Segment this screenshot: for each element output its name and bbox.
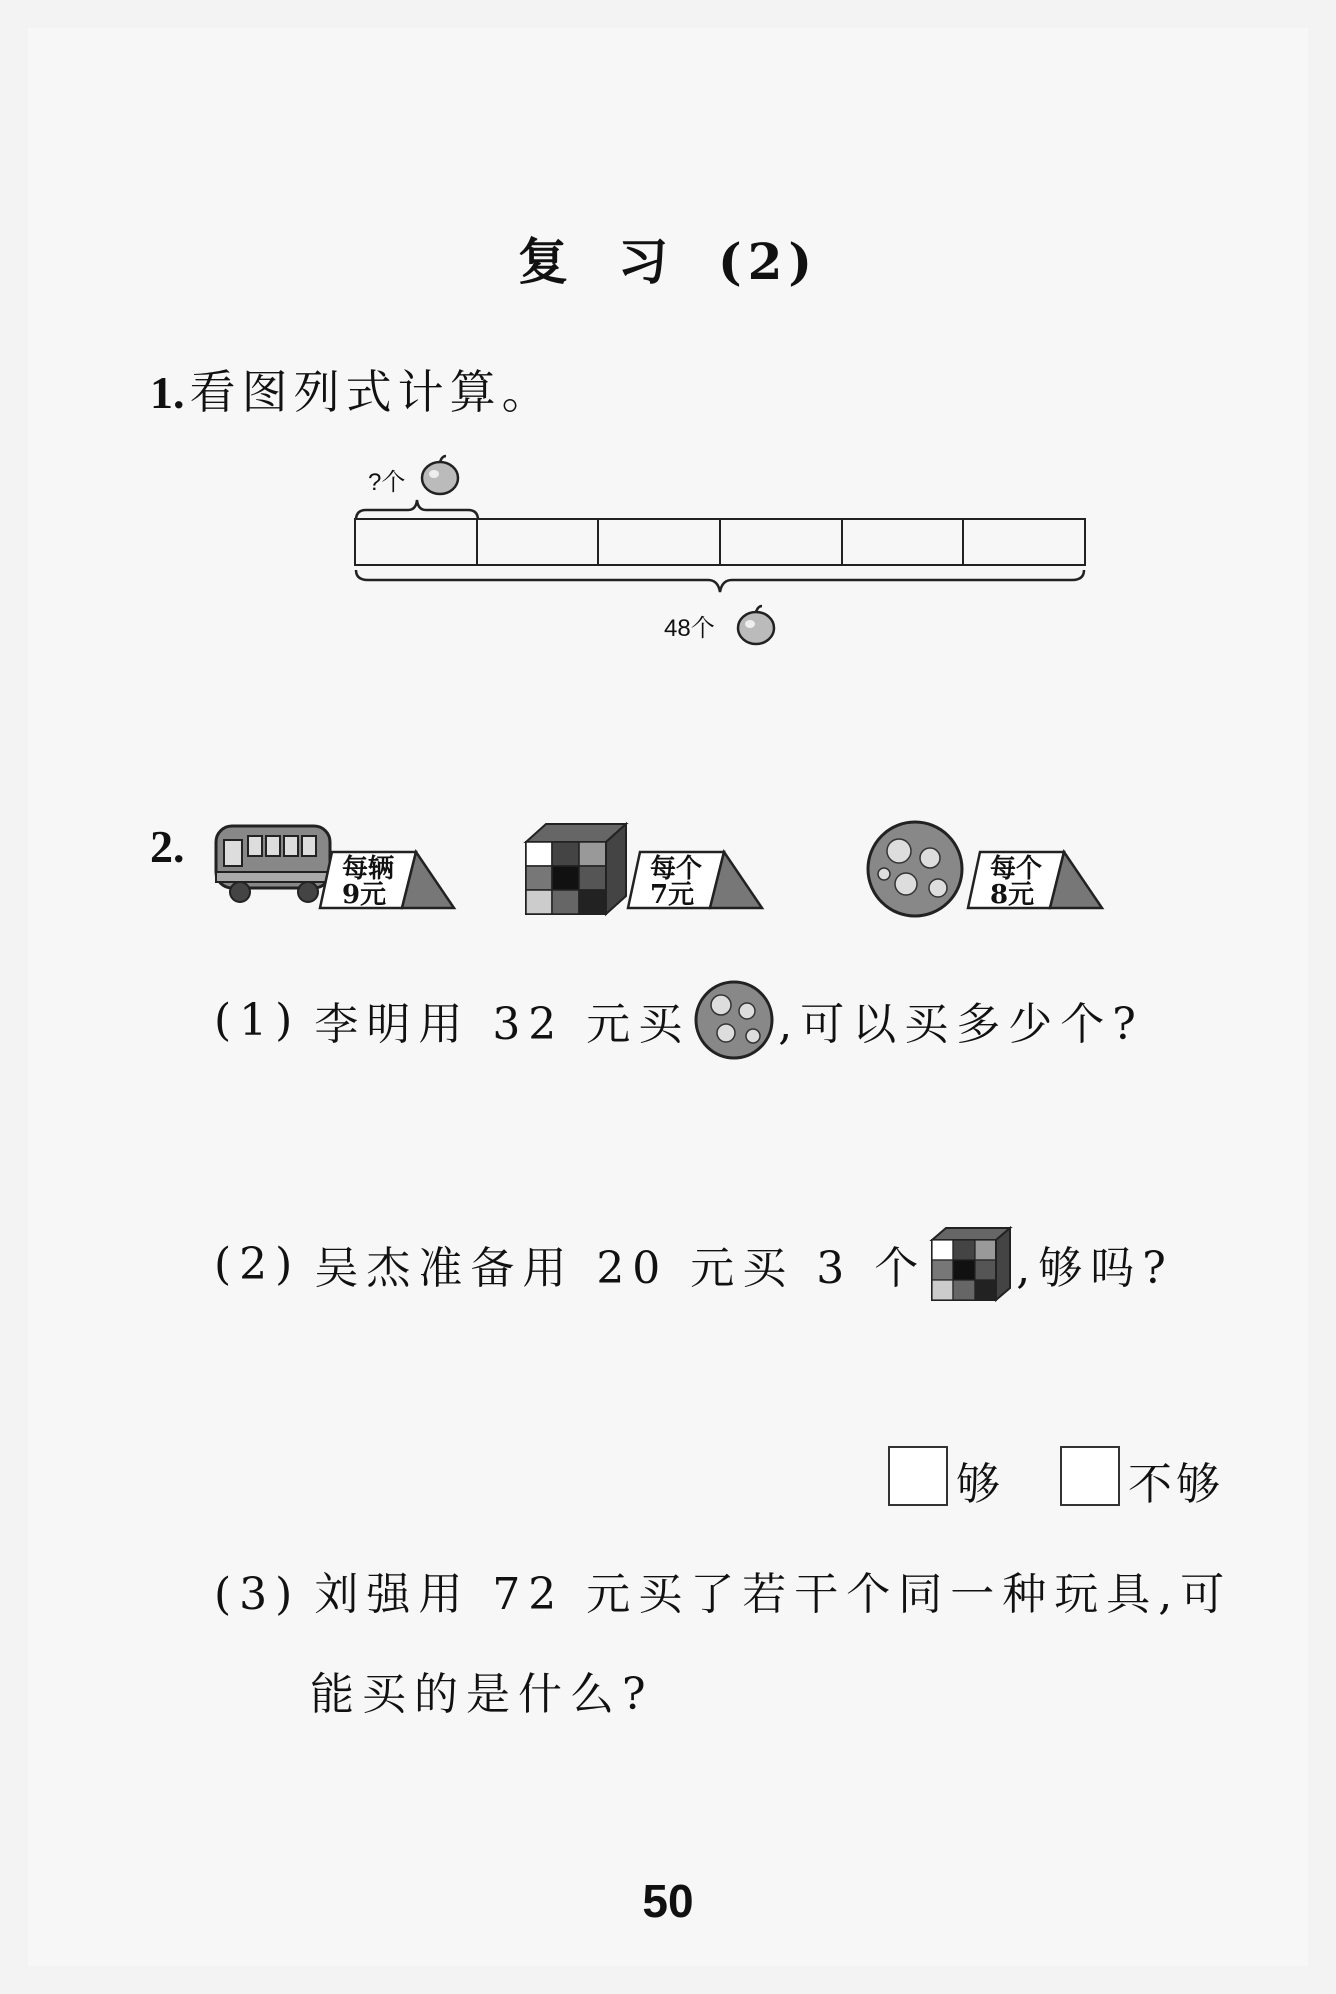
subquestion-2-label: (2)	[214, 1238, 301, 1290]
ball-icon	[692, 978, 776, 1062]
bar-segment	[843, 520, 965, 564]
subquestion-2	[214, 1224, 1174, 1304]
question-2-number: 2.	[150, 821, 185, 872]
subquestion-3-line2: 能买的是什么?	[310, 1669, 654, 1720]
subquestion-1-text-after: ,可以买多少个?	[778, 999, 1144, 1050]
bottom-label	[664, 608, 715, 643]
price-tag-3-text	[990, 856, 1042, 908]
title-char-2: 习	[617, 232, 674, 291]
subquestion-3-line2-wrap	[310, 1658, 654, 1722]
ball-icon	[864, 818, 966, 920]
subquestion-1-text-before: 李明用 32 元买	[314, 999, 691, 1050]
not-enough-label-text: 不够	[1128, 1459, 1224, 1510]
subquestion-3	[214, 1558, 1232, 1622]
top-label-text: ?个	[368, 469, 406, 496]
question-1	[150, 356, 554, 422]
title-char-1: 复	[517, 232, 574, 291]
question-1-number: 1.	[150, 367, 185, 418]
price-tag-3-line2: 8元	[990, 880, 1035, 910]
subquestion-3-label: (3)	[214, 1569, 301, 1620]
price-tag-2-text	[650, 856, 702, 908]
segment-bar	[354, 518, 1086, 566]
page-number-text: 50	[642, 1875, 694, 1927]
page-title	[0, 222, 1336, 294]
not-enough-checkbox[interactable]	[1060, 1446, 1120, 1506]
bar-segment	[964, 520, 1084, 564]
page-number	[0, 1874, 1336, 1928]
subquestion-2-text-before: 吴杰准备用 20 元买 3 个	[314, 1243, 927, 1294]
price-tag-1-line1: 每辆	[342, 854, 395, 884]
question-1-text: 看图列式计算。	[189, 365, 554, 419]
price-tag-3-line1: 每个	[990, 854, 1043, 884]
subquestion-2-text-after: ,够吗?	[1016, 1243, 1174, 1294]
top-label	[368, 462, 405, 497]
enough-label	[956, 1448, 1000, 1512]
apple-icon	[734, 604, 778, 646]
subquestion-1-label: (1)	[214, 994, 301, 1046]
apple-icon	[418, 454, 462, 496]
subquestion-1	[214, 978, 1144, 1062]
bottom-label-text: 48个	[664, 615, 715, 642]
bar-segment	[599, 520, 721, 564]
price-tag-2-line2: 7元	[650, 880, 695, 910]
subquestion-3-line1: 刘强用 72 元买了若干个同一种玩具,可	[314, 1569, 1233, 1620]
bar-segment	[356, 520, 478, 564]
title-number: (2)	[717, 232, 819, 291]
question-2-number-wrap	[150, 820, 185, 873]
rubiks-cube-icon	[522, 820, 630, 918]
price-tag-2-line1: 每个	[650, 854, 703, 884]
enough-checkbox[interactable]	[888, 1446, 948, 1506]
bottom-brace	[354, 568, 1088, 596]
enough-label-text: 够	[956, 1459, 1000, 1510]
rubiks-cube-icon	[928, 1224, 1014, 1304]
price-tag-1-line2: 9元	[342, 880, 387, 910]
price-tag-1-text	[342, 856, 394, 908]
bar-segment	[721, 520, 843, 564]
bar-segment	[478, 520, 600, 564]
not-enough-label	[1128, 1448, 1224, 1512]
